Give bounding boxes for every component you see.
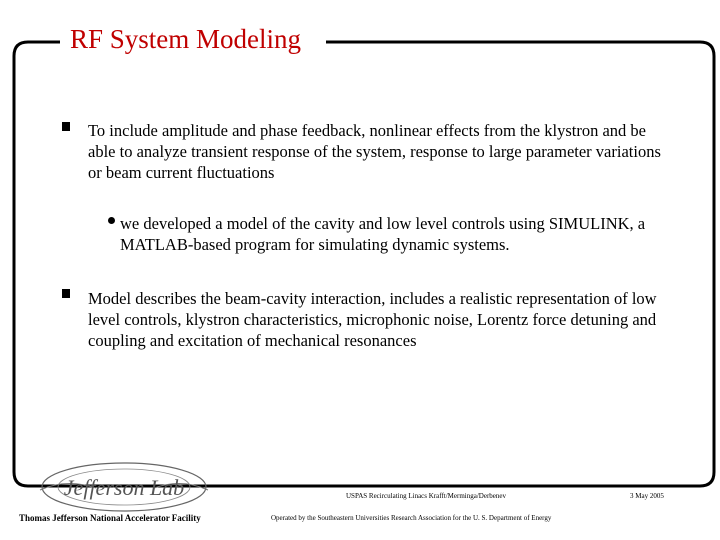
bullet-dot-icon <box>108 217 115 224</box>
footer-facility: Thomas Jefferson National Accelerator Facility <box>19 513 201 523</box>
footer-date: 3 May 2005 <box>630 492 664 500</box>
footer-operated-by: Operated by the Southeastern Universities Research Association for the U. S. Department of Energy <box>271 514 552 522</box>
bullet-2-text: we developed a model of the cavity and low level controls using SIMULINK, a MATLAB-based program for simulating dynamic systems. <box>120 214 646 254</box>
footer-course: USPAS Recirculating Linacs Krafft/Merminga/Derbenev <box>346 492 506 500</box>
bullet-square-icon <box>62 289 70 298</box>
jefferson-lab-logo <box>36 458 212 516</box>
svg-text:Jefferson Lab: Jefferson Lab <box>63 475 185 500</box>
bullet-1-text: To include amplitude and phase feedback, nonlinear effects from the klystron and be able to analyze transient response of the system, response to large parameter variations or beam current fluctuations <box>88 121 661 182</box>
page-title: RF System Modeling <box>64 24 307 55</box>
bullet-3-text: Model describes the beam-cavity interaction, includes a realistic representation of low level controls, klystron characteristics, microphonic noise, Lorentz force detuning and coupling and excitation of mechanical resonances <box>88 289 657 350</box>
bullet-square-icon <box>62 122 70 131</box>
